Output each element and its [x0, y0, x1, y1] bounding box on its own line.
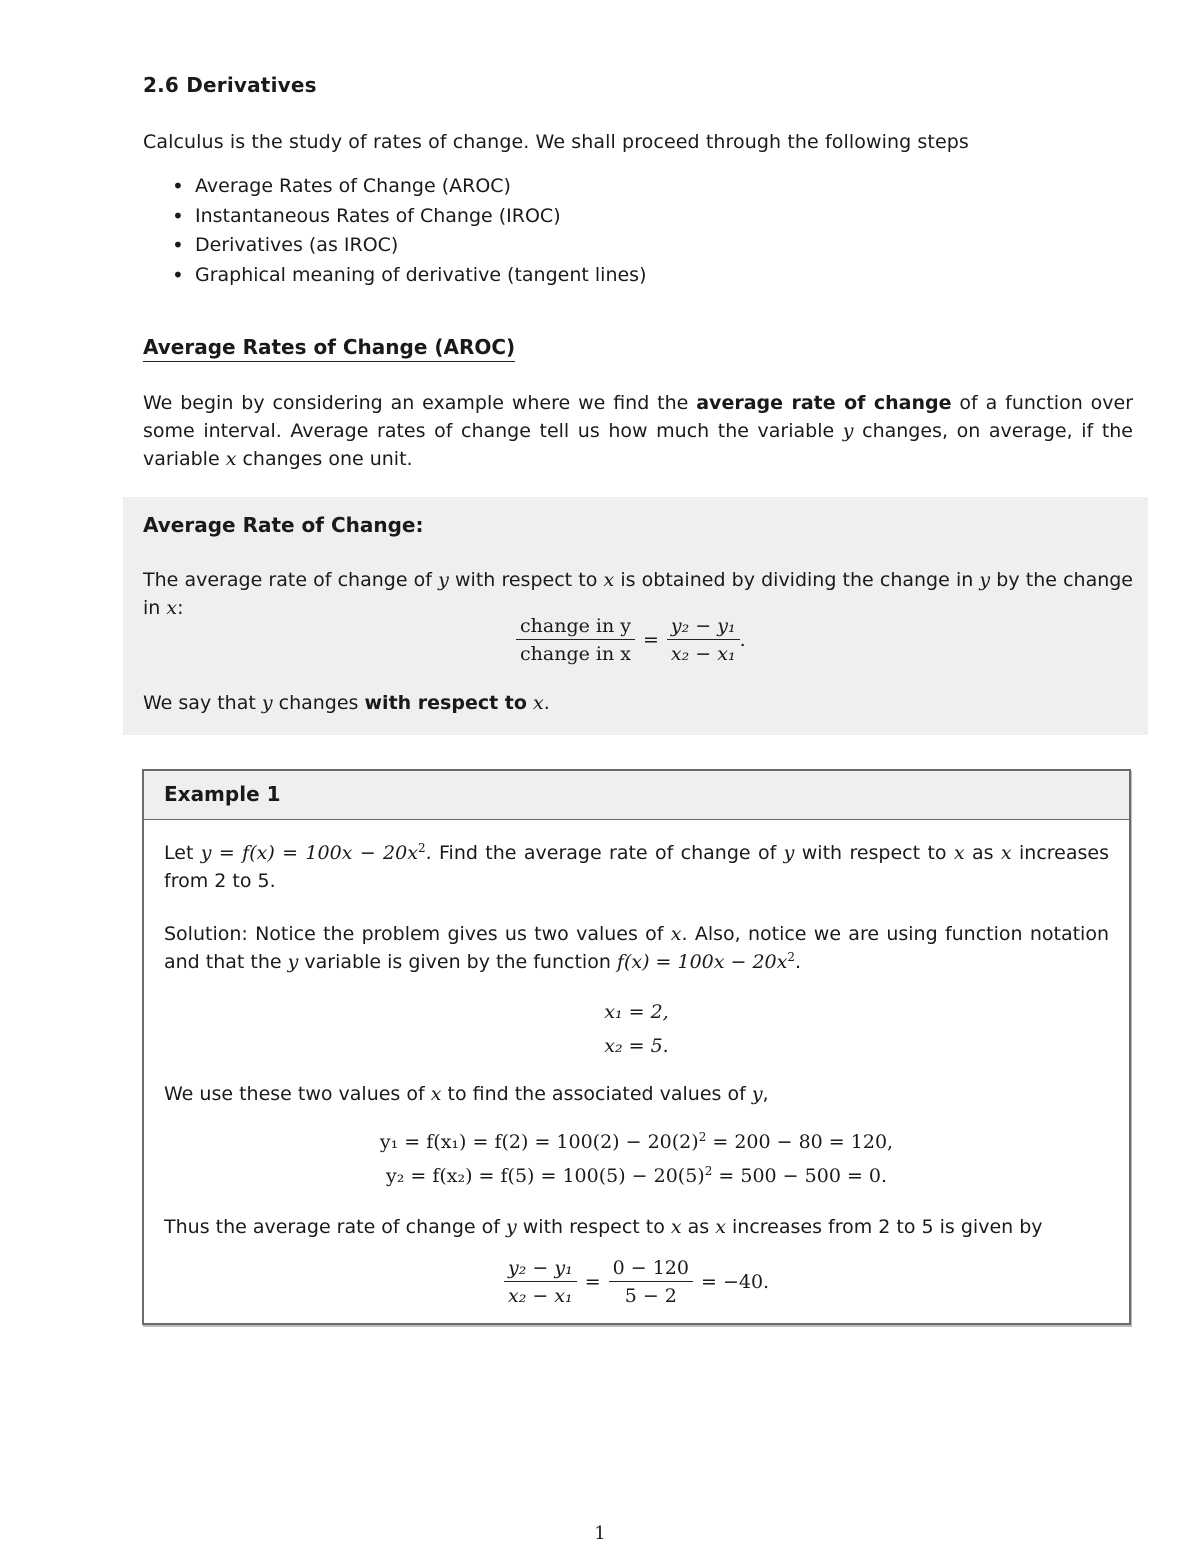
aroc-heading: Average Rates of Change (AROC): [143, 335, 515, 362]
steps-list: [172, 173, 646, 291]
fraction: $\frac{\text{y₂ − y₁}}{\text{x₂ − x₁}}$: [667, 615, 740, 665]
fraction: $\frac{\text{y₂ − y₁}}{\text{x₂ − x₁}}$: [504, 1257, 577, 1307]
definition-equation: $\frac{\text{change in y}}{\text{change in x}}$ = $\frac{\text{y₂ − y₁}}{\text{x₂ − x₁}}$ .: [516, 615, 746, 665]
equation-line: $y_1 = f(x_1) = f(2) = 100(2) - 20(2)^2 = 200 - 80 = 120$,: [379, 1130, 894, 1153]
example-conclusion: Thus the average rate of change of y with respect to x as x increases from 2 to 5 is given by: [164, 1216, 1043, 1238]
definition-title: Average Rate of Change:: [143, 513, 424, 537]
section-title: 2.6 Derivatives: [143, 73, 317, 97]
aroc-paragraph: We begin by considering an example where we find the average rate of change of a function over some interval. Average rates of change tell us how much the variable y changes, on average, if the variable x changes one unit.: [143, 392, 1134, 470]
example-header: [144, 771, 1129, 820]
final-equation: $\frac{\text{y₂ − y₁}}{\text{x₂ − x₁}}$ = $\frac{0 - 120}{5 - 2}$ = −40.: [504, 1257, 769, 1307]
example-box: [142, 769, 1131, 1325]
equation-line: $y_2 = f(x_2) = f(5) = 100(5) - 20(5)^2 = 500 - 500 = 0$.: [385, 1164, 888, 1187]
intro-paragraph: Calculus is the study of rates of change. We shall proceed through the following steps: [143, 131, 969, 153]
list-item: • Average Rates of Change (AROC): [172, 173, 646, 203]
list-item: • Instantaneous Rates of Change (IROC): [172, 203, 646, 233]
example-problem: Let $y = f(x) = 100x - 20x^2$. Find the average rate of change of y with respect to x as x increases from 2 to 5.: [164, 841, 1109, 892]
page-number: 1: [594, 1523, 606, 1544]
definition-note: We say that y changes with respect to x.: [143, 692, 550, 714]
y-values-equation: [144, 1125, 1129, 1193]
example-solution: Solution: Notice the problem gives us two values of x. Also, notice we are using function notation and that the y variable is given by the function $f(x) = 100x - 20x^2$.: [164, 923, 1110, 973]
definition-text: The average rate of change of y with respect to x is obtained by dividing the change in y by the change in x:: [143, 569, 1134, 619]
x-values-equation: x₁ = 2, x₂ = 5.: [604, 1001, 669, 1057]
example-use-values: We use these two values of x to find the associated values of y,: [164, 1083, 769, 1105]
list-item: • Derivatives (as IROC): [172, 232, 646, 262]
example-title: Example 1: [164, 782, 281, 806]
list-item: • Graphical meaning of derivative (tangent lines): [172, 262, 646, 292]
bold-term: average rate of change: [696, 392, 952, 414]
fraction: $\frac{\text{change in y}}{\text{change in x}}$: [516, 615, 635, 665]
fraction: $\frac{0 - 120}{5 - 2}$: [609, 1257, 693, 1307]
